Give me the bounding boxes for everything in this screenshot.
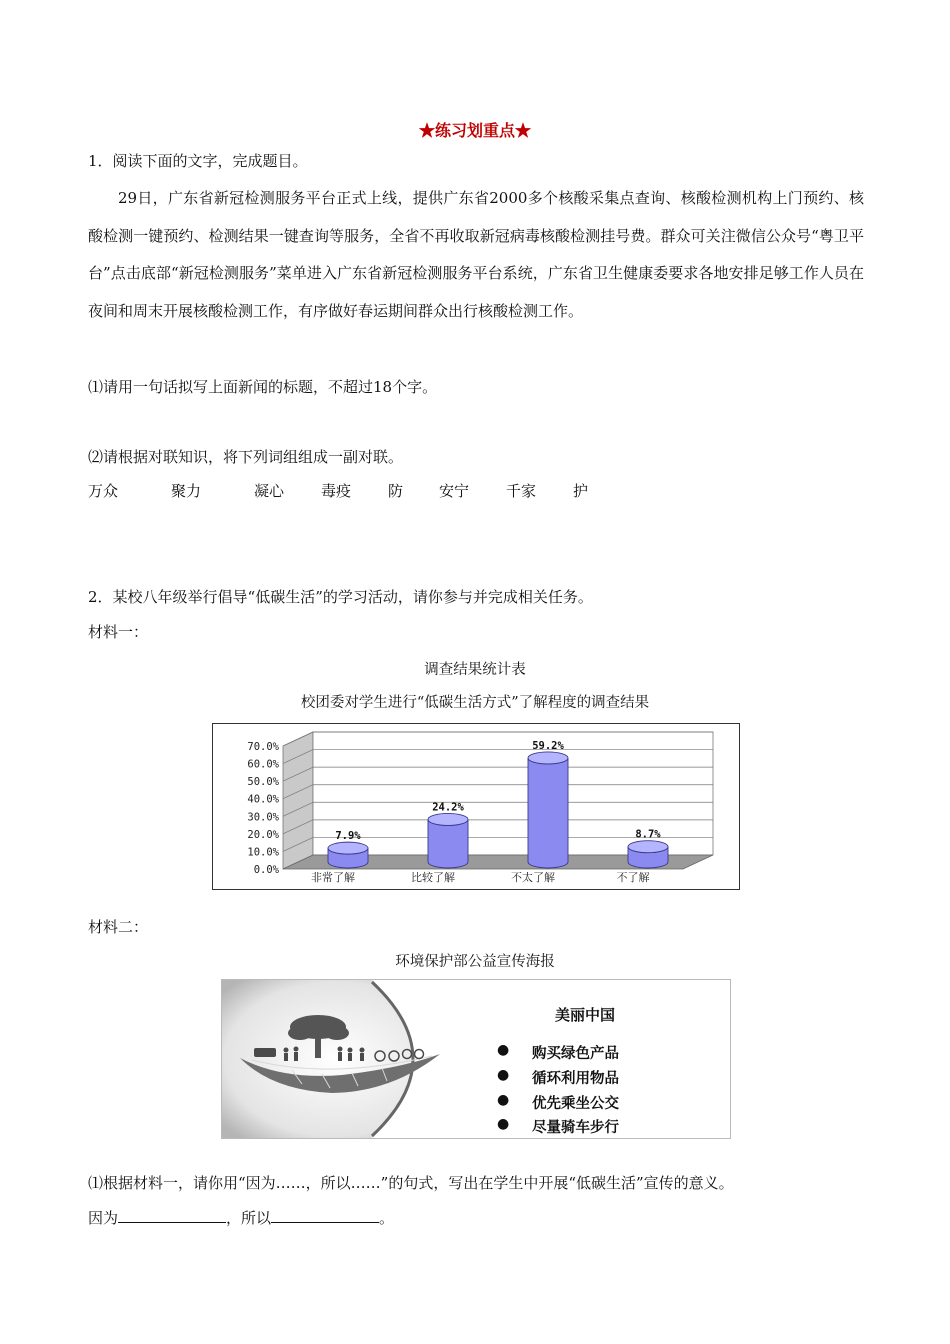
x-tick-label: 非常了解: [311, 871, 355, 884]
poster-bullet: 尽量骑车步行: [532, 1119, 619, 1136]
material1-label: 材料一：: [88, 623, 149, 641]
answer-end: 。: [379, 1209, 395, 1227]
q2-intro: 2．某校八年级举行倡导“低碳生活”的学习活动，请你参与并完成相关任务。: [88, 588, 593, 606]
bar: [528, 758, 568, 868]
y-tick-label: 40.0%: [247, 793, 279, 806]
y-tick-label: 10.0%: [247, 846, 279, 859]
poster-bullet: 循环利用物品: [532, 1070, 619, 1087]
couplet-word: 万众: [88, 482, 119, 500]
bar-top: [628, 841, 668, 853]
bullet-icon: ●: [497, 1042, 510, 1058]
couplet-word: 凝心: [254, 482, 285, 500]
poster-heading: 美丽中国: [555, 1006, 616, 1024]
y-tick-label: 70.0%: [247, 741, 279, 753]
y-tick-label: 0.0%: [253, 864, 279, 876]
q2-sub1: ⑴根据材料一，请你用“因为……，所以……”的句式，写出在学生中开展“低碳生活”宣传的意义。: [88, 1174, 734, 1192]
q1-passage: 29日，广东省新冠检测服务平台正式上线，提供广东省2000多个核酸采集点查询、核酸检测机构上门预约、核酸检测一键预约、检测结果一键查询等服务，全省不再收取新冠病毒核酸检测挂号费。群众可关注微信公众号“粤卫平台”点击底部“新冠检测服务”菜单进入广东省新冠检测服务平台系统，广东省卫生健康委要求各地安排足够工作人员在夜间和周末开展核酸检测工作，有序做好春运期间群众出行核酸检测工作。: [88, 189, 864, 320]
bar-top: [328, 842, 368, 854]
couplet-word: 千家: [506, 482, 537, 500]
bar: [428, 819, 468, 868]
bar-top: [428, 813, 468, 825]
bullet-icon: ●: [497, 1067, 510, 1083]
survey-chart-svg: [213, 724, 739, 889]
material2-label: 材料二：: [88, 918, 149, 936]
y-tick-label: 30.0%: [247, 811, 279, 824]
data-label: 59.2%: [532, 739, 564, 752]
x-tick-label: 比较了解: [411, 871, 455, 884]
blank-because[interactable]: [118, 1208, 226, 1223]
bullet-icon: ●: [497, 1116, 510, 1132]
x-tick-label: 不太了解: [511, 871, 555, 884]
data-label: 7.9%: [335, 830, 361, 843]
poster-bullet: 购买绿色产品: [532, 1045, 619, 1062]
answer-line: [88, 1207, 394, 1228]
data-label: 8.7%: [635, 828, 661, 841]
answer-so: ，所以: [226, 1209, 272, 1227]
poster-title: 环境保护部公益宣传海报: [395, 954, 555, 970]
bar-top: [528, 752, 568, 764]
poster-bullet: 优先乘坐公交: [532, 1095, 619, 1112]
blank-so[interactable]: [271, 1208, 379, 1223]
q1-sub1: ⑴请用一句话拟写上面新闻的标题，不超过18个字。: [88, 378, 438, 396]
table-subtitle: 校团委对学生进行“低碳生活方式”了解程度的调查结果: [300, 695, 650, 711]
data-label: 24.2%: [432, 801, 464, 814]
poster-illustration: [222, 980, 730, 1138]
couplet-word: 安宁: [439, 482, 470, 500]
environment-poster: [221, 979, 731, 1139]
couplet-word: 毒疫: [321, 482, 352, 500]
couplet-word: 防: [388, 482, 404, 500]
table-title: 调查结果统计表: [424, 662, 526, 678]
survey-chart: [212, 723, 740, 890]
y-tick-label: 60.0%: [247, 758, 279, 771]
q1-sub2: ⑵请根据对联知识，将下列词组组成一副对联。: [88, 448, 404, 466]
couplet-word: 聚力: [171, 482, 202, 500]
y-tick-label: 50.0%: [247, 776, 279, 789]
chart-side-wall: [283, 732, 313, 869]
x-tick-label: 不了解: [616, 871, 650, 884]
q1-intro: 1．阅读下面的文字，完成题目。: [88, 152, 308, 170]
bullet-icon: ●: [497, 1092, 510, 1108]
couplet-word: 护: [573, 482, 589, 500]
answer-because: 因为: [88, 1209, 119, 1227]
page-heading: ★练习划重点★: [418, 121, 531, 140]
y-tick-label: 20.0%: [247, 828, 279, 841]
